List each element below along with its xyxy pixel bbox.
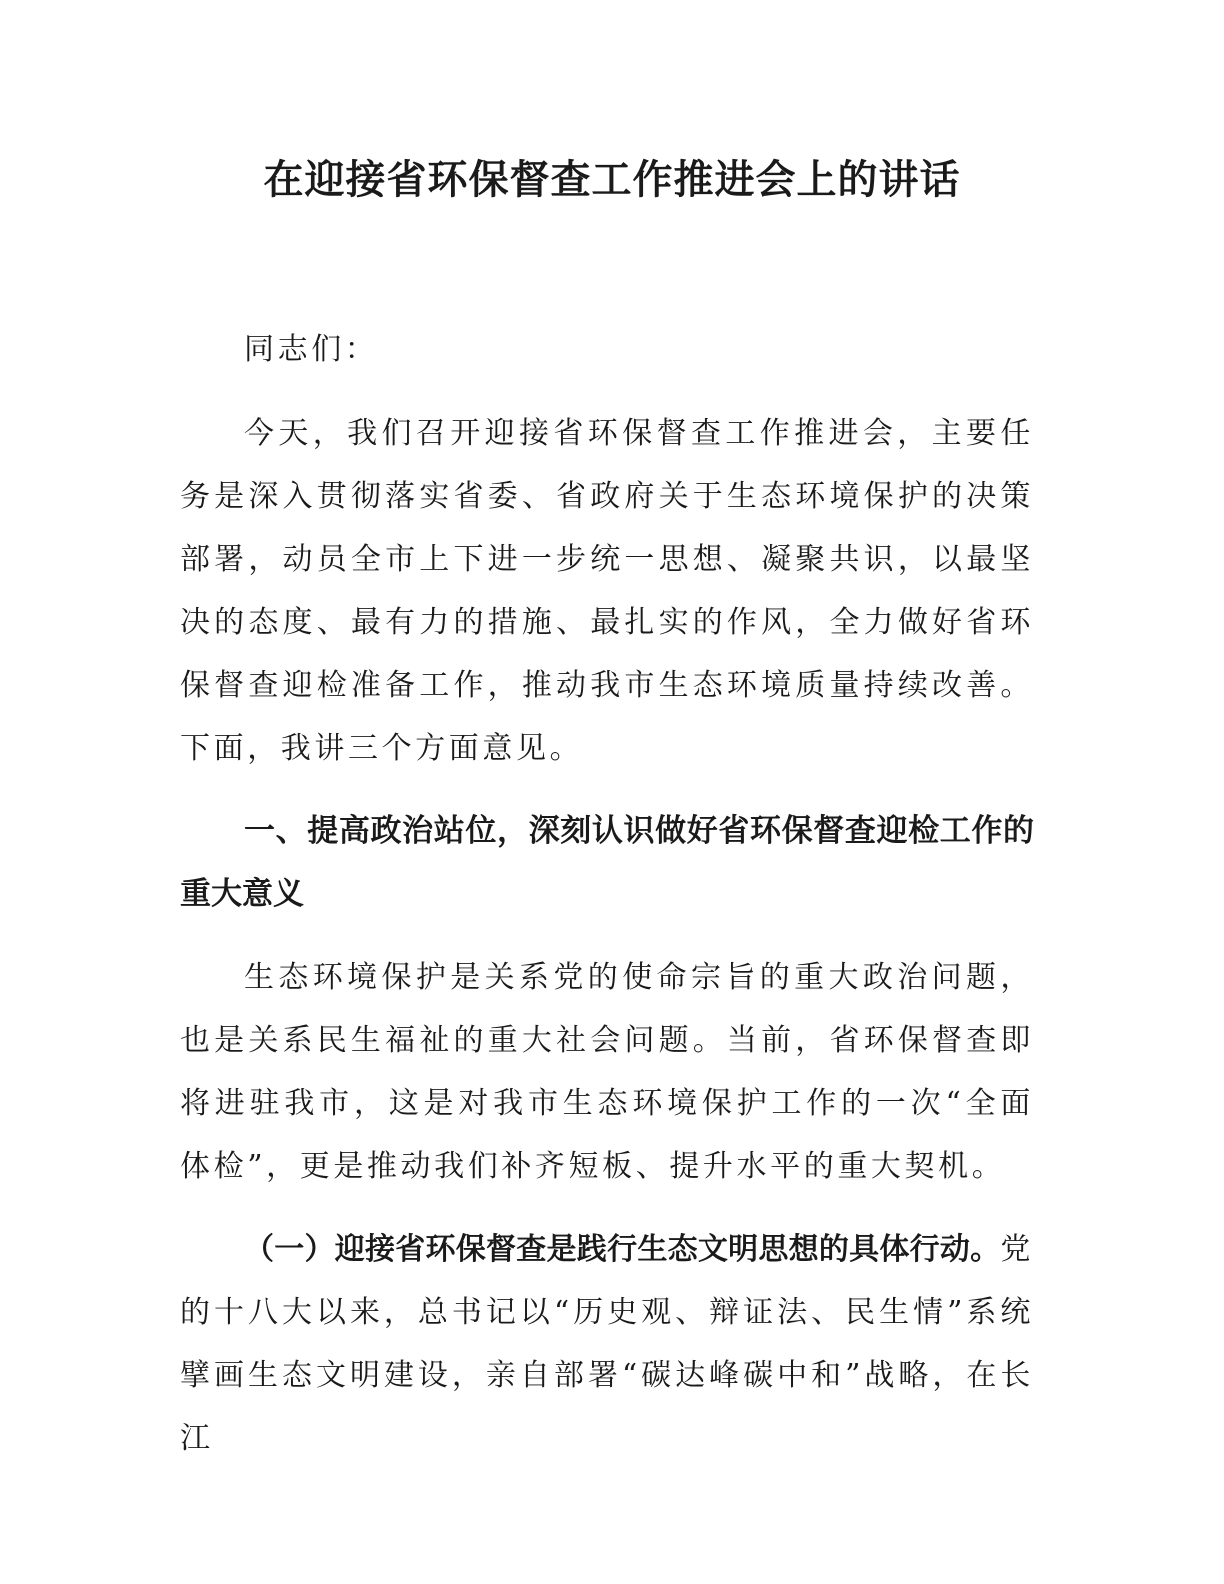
subsection-paragraph bbox=[180, 1218, 1034, 1470]
intro-paragraph: 今天，我们召开迎接省环保督查工作推进会，主要任务是深入贯彻落实省委、省政府关于生态环境保护的决策部署，动员全市上下进一步统一思想、凝聚共识，以最坚决的态度、最有力的措施、最扎实的作风，全力做好省环保督查迎检准备工作，推动我市生态环境质量持续改善。下面，我讲三个方面意见。 bbox=[180, 416, 1034, 766]
document-title: 在迎接省环保督查工作推进会上的讲话 bbox=[263, 157, 961, 203]
section-heading: 一、提高政治站位，深刻认识做好省环保督查迎检工作的重大意义 bbox=[180, 813, 1034, 912]
subsection-text: 党的十八大以来，总书记以“历史观、辩证法、民生情”系统擘画生态文明建设，亲自部署“碳达峰碳中和”战略，在长江 bbox=[180, 1232, 1034, 1456]
section-paragraph: 生态环境保护是关系党的使命宗旨的重大政治问题，也是关系民生福祉的重大社会问题。当前，省环保督查即将进驻我市，这是对我市生态环境保护工作的一次“全面体检”，更是推动我们补齐短板、提升水平的重大契机。 bbox=[180, 960, 1034, 1184]
subsection-lead: （一）迎接省环保督查是践行生态文明思想的具体行动。 bbox=[244, 1232, 1001, 1267]
greeting: 同志们： bbox=[244, 332, 379, 367]
